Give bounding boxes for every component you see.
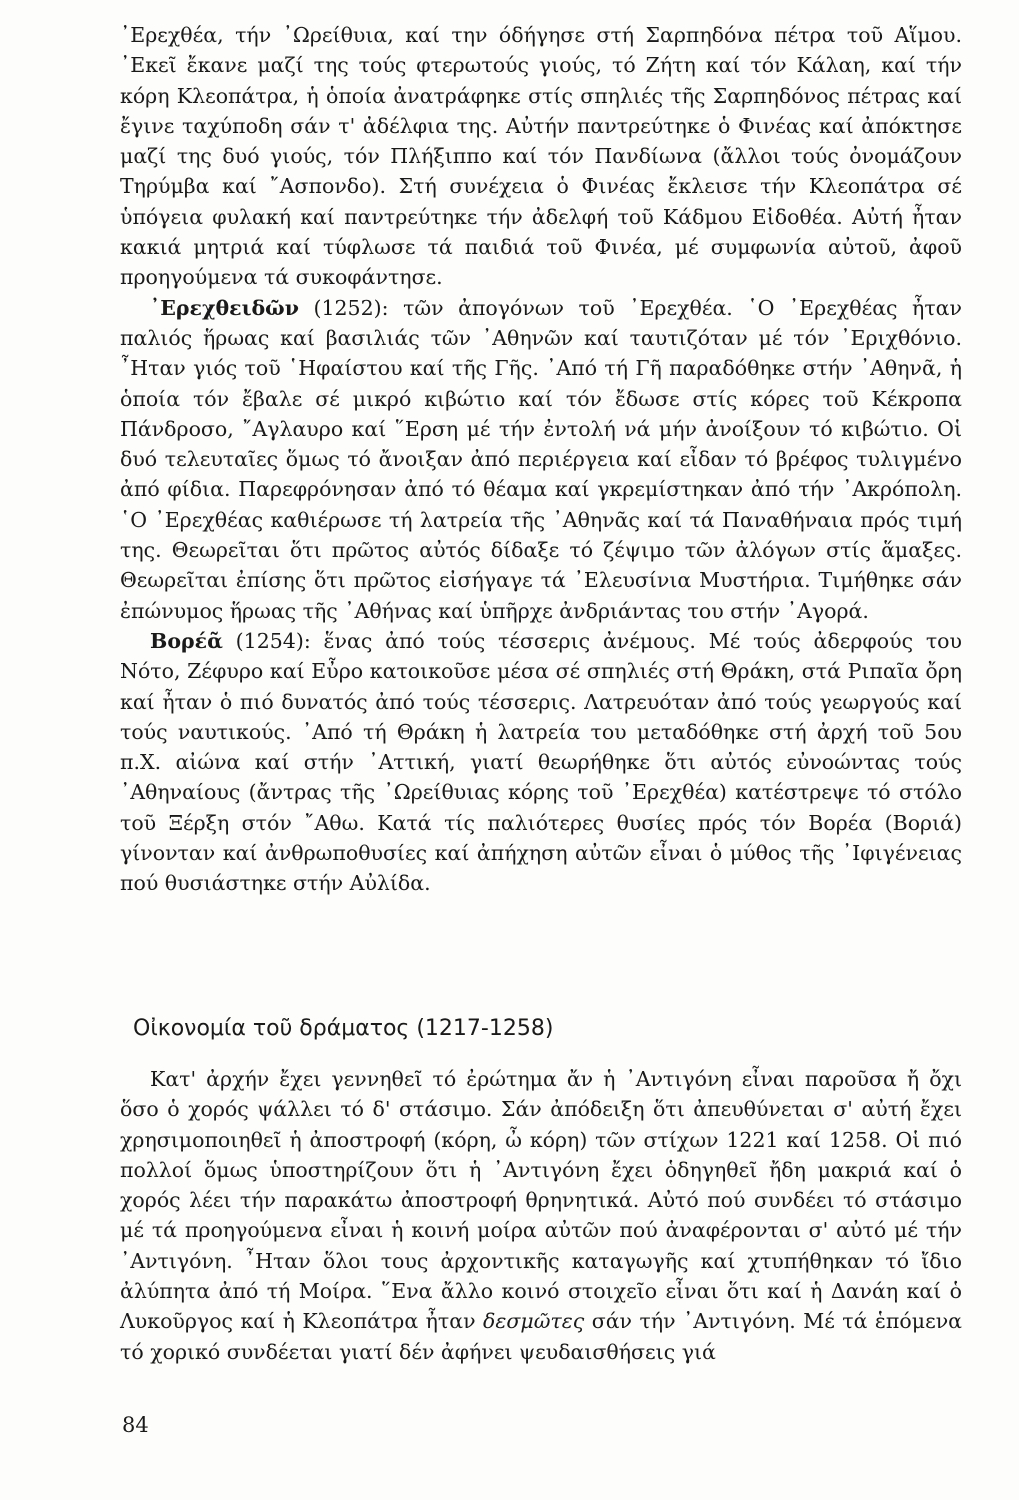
top-text-block [120,20,962,899]
paragraph-oreithyia [120,20,962,293]
paragraph-text-part2: σάν τήν ᾿Αντιγόνη. Μέ τά ἑπόμενα τό χορικό συνδέεται γιατί δέν ἀφήνει ψευδαισθήσεις γιά [120,1309,962,1364]
entry-borea [120,626,962,899]
entry-term: Βορέᾶ [150,628,223,653]
entry-term: ᾿Ερεχθειδῶν [150,295,299,320]
paragraph-text-part1: Κατ' ἀρχήν ἔχει γεννηθεῖ τό ἐρώτημα ἄν ἡ ᾿Αντιγόνη εἶναι παροῦσα ἤ ὄχι ὅσο ὁ χορός ψάλλει τό δ' στάσιμο. Σάν ἀπόδειξη ὅτι ἀπευθύνεται σ' αὐτή ἔχει χρησιμοποιηθεῖ ἡ ἀποστροφή (κόρη, ὦ κόρη) τῶν στίχων 1221 καί 1258. Οἱ πιό πολλοί ὅμως ὑποστηρίζουν ὅτι ἡ ᾿Αντιγόνη ἔχει ὁδηγηθεῖ ἤδη μακριά καί ὁ χορός λέει τήν παρακάτω ἀποστροφή θρηνητικά. Αὐτό πού συνδέει τό στάσιμο μέ τά προηγούμενα εἶναι ἡ κοινή μοίρα αὐτῶν πού ἀναφέρονται σ' αὐτό μέ τήν ᾿Αντιγόνη. ῏Ηταν ὅλοι τους ἀρχοντικῆς καταγωγῆς καί χτυπήθηκαν τό ἴδιο ἀλύπητα ἀπό τή Μοίρα. ῞Ενα ἄλλο κοινό στοιχεῖο εἶναι ὅτι καί ἡ Δανάη καί ὁ Λυκοῦργος καί ἡ Κλεοπάτρα ἦταν [120,1067,962,1334]
paragraph-text: ᾿Ερεχθέα, τήν ᾿Ωρείθυια, καί την όδήγησε στή Σαρπηδόνα πέτρα τοῦ Αἵμου. ᾿Εκεῖ ἔκανε μαζί της τούς φτερωτούς γιούς, τό Ζήτη καί τόν Κάλαη, καί τήν κόρη Κλεοπάτρα, ἡ ὁποία ἀνατράφηκε στίς σπηλιές τῆς Σαρπηδόνος πέτρας καί ἔγινε ταχύποδη σάν τ' ἀδέλφια της. Αὐτήν παντρεύτηκε ὁ Φινέας καί ἀπόκτησε μαζί της δυό γιούς, τόν Πλήξιππο καί τόν Πανδίωνα (ἄλλοι τούς ὀνομάζουν Τηρύμβα καί ῎Ασπονδο). Στή συνέχεια ὁ Φινέας ἔκλεισε τήν Κλεοπάτρα σέ ὑπόγεια φυλακή καί παντρεύτηκε τήν ἀδελφή τοῦ Κάδμου Εἰδοθέα. Αὐτή ἦταν κακιά μητριά καί τύφλωσε τά παιδιά τοῦ Φινέα, μέ συμφωνία αὐτοῦ, ἀφοῦ προηγούμενα τά συκοφάντησε. [120,23,962,290]
entry-erechtheidon [120,293,962,626]
entry-body: (1252): τῶν ἀπογόνων τοῦ ᾿Ερεχθέα. ῾Ο ᾿Ερεχθέας ἦταν παλιός ἥρωας καί βασιλιάς τῶν ᾿Αθηνῶν καί ταυτιζόταν μέ τόν ᾿Εριχθόνιο. ῏Ηταν γιός τοῦ ῾Ηφαίστου καί τῆς Γῆς. ᾿Από τή Γῆ παραδόθηκε στήν ᾿Αθηνᾶ, ἡ ὁποία τόν ἔβαλε σέ μικρό κιβώτιο καί τόν ἔδωσε στίς κόρες τοῦ Κέκροπα Πάνδροσο, ῎Αγλαυρο καί ῞Ερση μέ τήν ἐντολή νά μήν ἀνοίξουν τό κιβώτιο. Οἱ δυό τελευταῖες ὅμως τό ἄνοιξαν ἀπό περιέργεια καί εἶδαν τό βρέφος τυλιγμένο ἀπό φίδια. Παρεφρόνησαν ἀπό τό θέαμα καί γκρεμίστηκαν ἀπό τήν ᾿Ακρόπολη. ῾Ο ᾿Ερεχθέας καθιέρωσε τή λατρεία τῆς ᾿Αθηνᾶς καί τά Παναθήναια πρός τιμή της. Θεωρεῖται ὅτι πρῶτος αὐτός δίδαξε τό ζέψιμο τῶν ἀλόγων στίς ἅμαξες. Θεωρεῖται ἐπίσης ὅτι πρῶτος εἰσήγαγε τά ᾿Ελευσίνια Μυστήρια. Τιμήθηκε σάν ἐπώνυμος ἥρωας τῆς ᾿Αθήνας καί ὑπῆρχε ἀνδριάντας του στήν ᾿Αγορά. [120,295,962,623]
section-text-block [120,1064,962,1367]
emphasis-term: δεσμῶτες [483,1309,585,1334]
section-heading: Οἰκονομία τοῦ δράματος (1217-1258) [133,1016,554,1041]
entry-body: (1254): ἕνας ἀπό τούς τέσσερις ἀνέμους. Μέ τούς ἀδερφούς του Νότο, Ζέφυρο καί Εὖρο κατοικοῦσε μέσα σέ σπηλιές στή Θράκη, στά Ριπαῖα ὄρη καί ἦταν ὁ πιό δυνατός ἀπό τούς τέσσερις. Λατρευόταν ἀπό τούς γεωργούς καί τούς ναυτικούς. ᾿Από τή Θράκη ἡ λατρεία του μεταδόθηκε στή ἀρχή τοῦ 5ου π.Χ. αἰώνα καί στήν ᾿Αττική, γιατί θεωρήθηκε ὅτι αὐτός εὐνοώντας τούς ᾿Αθηναίους (ἄντρας τῆς ᾿Ωρείθυιας κόρης τοῦ ᾿Ερεχθέα) κατέστρεψε τό στόλο τοῦ Ξέρξη στόν ῎Αθω. Κατά τίς παλιότερες θυσίες πρός τόν Βορέα (Βοριά) γίνονταν καί ἀνθρωποθυσίες καί ἀπήχηση αὐτῶν εἶναι ὁ μύθος τῆς ᾿Ιφιγένειας πού θυσιάστηκε στήν Αὐλίδα. [120,628,962,896]
page-number: 84 [122,1413,149,1437]
paragraph-oikonomia [120,1064,962,1367]
